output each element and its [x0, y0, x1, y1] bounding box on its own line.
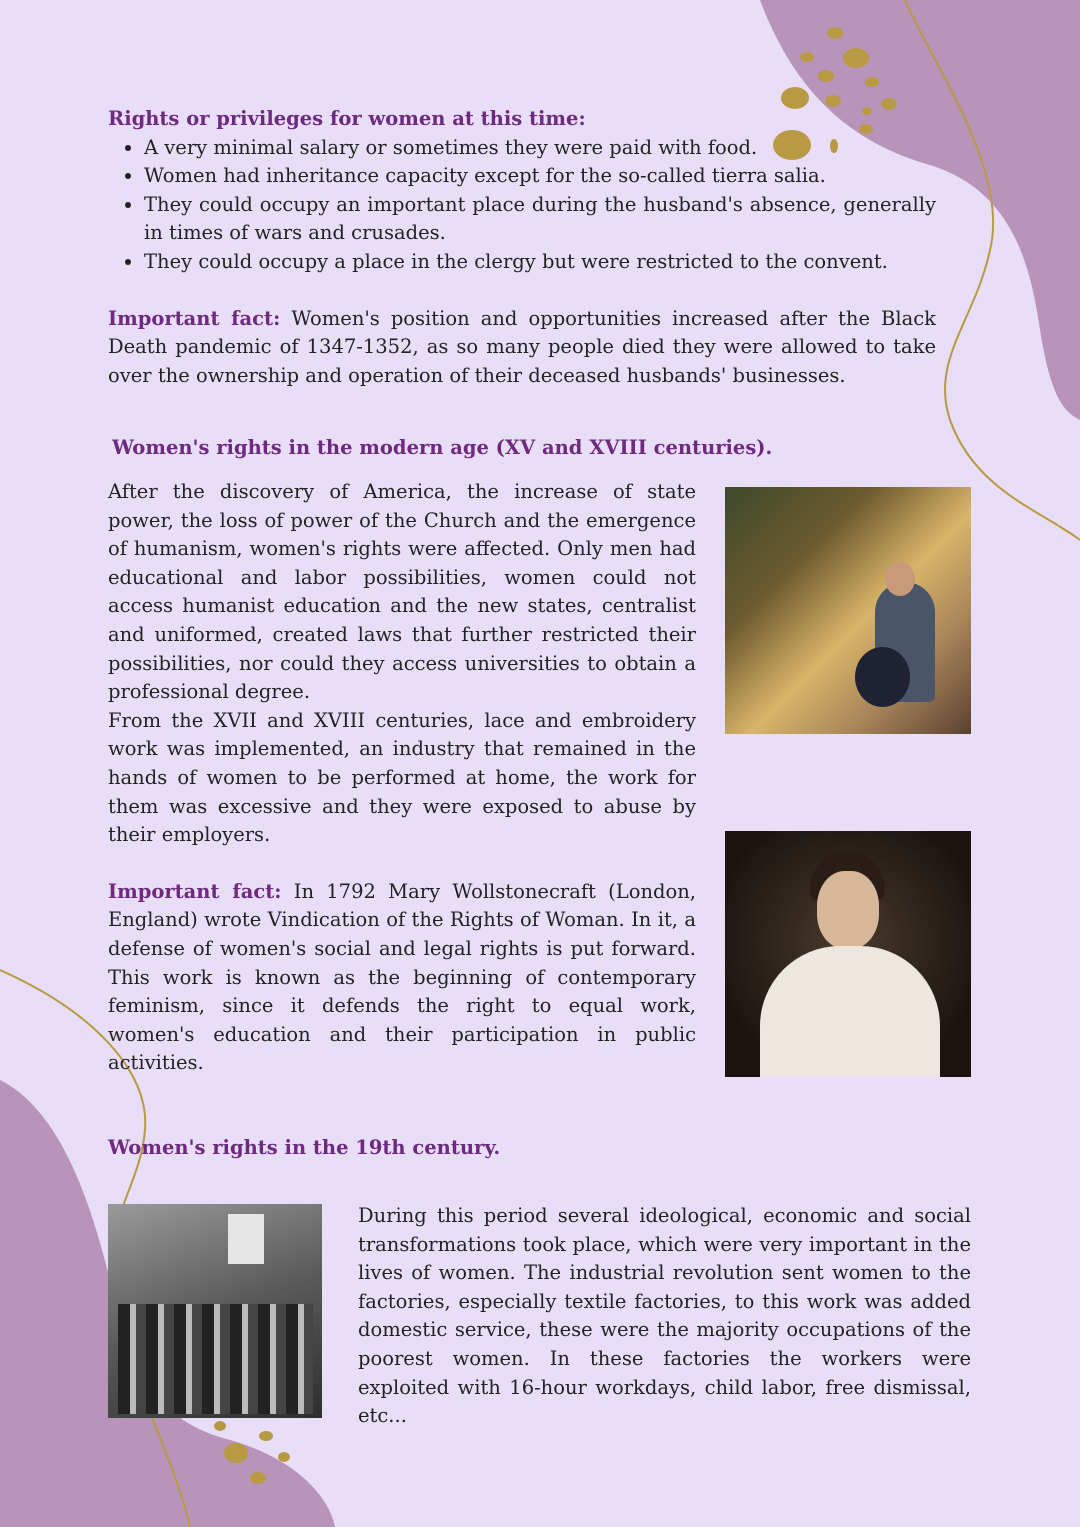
portrait-mary-wollstonecraft: [725, 831, 971, 1077]
section-medieval-rights: [108, 105, 936, 390]
fact-text: In 1792 Mary Wollstonecraft (London, England) wrote Vindication of the Rights of Woman. In it, a defense of women's social and legal rights is put forward. This work is known as the beginning of contemporary feminism, since it defends the right to equal work, women's education and their participation in public activities.: [108, 879, 697, 1075]
paragraph: From the XVII and XVIII centuries, lace and embroidery work was implemented, an industry that remained in the hands of women to be performed at home, the work for them was excessive and they were exposed to abuse by their employers.: [108, 708, 696, 847]
section-heading: Women's rights in the modern age (XV and XVIII centuries).: [112, 436, 773, 459]
paragraph: During this period several ideological, economic and social transformations took place, which were very important in the lives of women. The industrial revolution sent women to the factories, especially textile factories, to this work was added domestic service, these were the majority occupations of the poorest women. In these factories the workers were exploited with 16-hour workdays, child labor, free dismissal, etc...: [358, 1204, 971, 1428]
fact-text: Women's position and opportunities increased after the Black Death pandemic of 1347-1352, as so many people died they were allowed to take over the ownership and operation of their deceased husbands' businesses.: [108, 306, 936, 387]
rights-list: [108, 134, 936, 277]
list-item: • Women had inheritance capacity except for the so-called tierra salia.: [144, 162, 936, 191]
section-heading: Rights or privileges for women at this time:: [108, 107, 586, 130]
list-item: • They could occupy a place in the clergy but were restricted to the convent.: [144, 248, 936, 277]
paragraph: After the discovery of America, the increase of state power, the loss of power of the Church and the emergence of humanism, women's rights were affected. Only men had educational and labor possibilities, women could not access humanist education and the new states, centralist and uniformed, created laws that further restricted their possibilities, nor could they access universities to obtain a professional degree.: [108, 480, 696, 704]
section-heading: Women's rights in the 19th century.: [108, 1136, 501, 1159]
photo-factory-workers: [108, 1204, 322, 1418]
list-item: • They could occupy an important place during the husband's absence, generally in times of wars and crusades.: [144, 191, 936, 248]
important-fact: [108, 305, 936, 391]
section-19th-century: [358, 1202, 971, 1431]
painting-woman-sewing: [725, 487, 971, 734]
fact-label: Important fact:: [108, 306, 281, 330]
list-item: • A very minimal salary or sometimes they were paid with food.: [144, 134, 936, 163]
important-fact: [108, 878, 696, 1078]
fact-label: Important fact:: [108, 879, 282, 903]
section-modern-age: [108, 478, 696, 1078]
